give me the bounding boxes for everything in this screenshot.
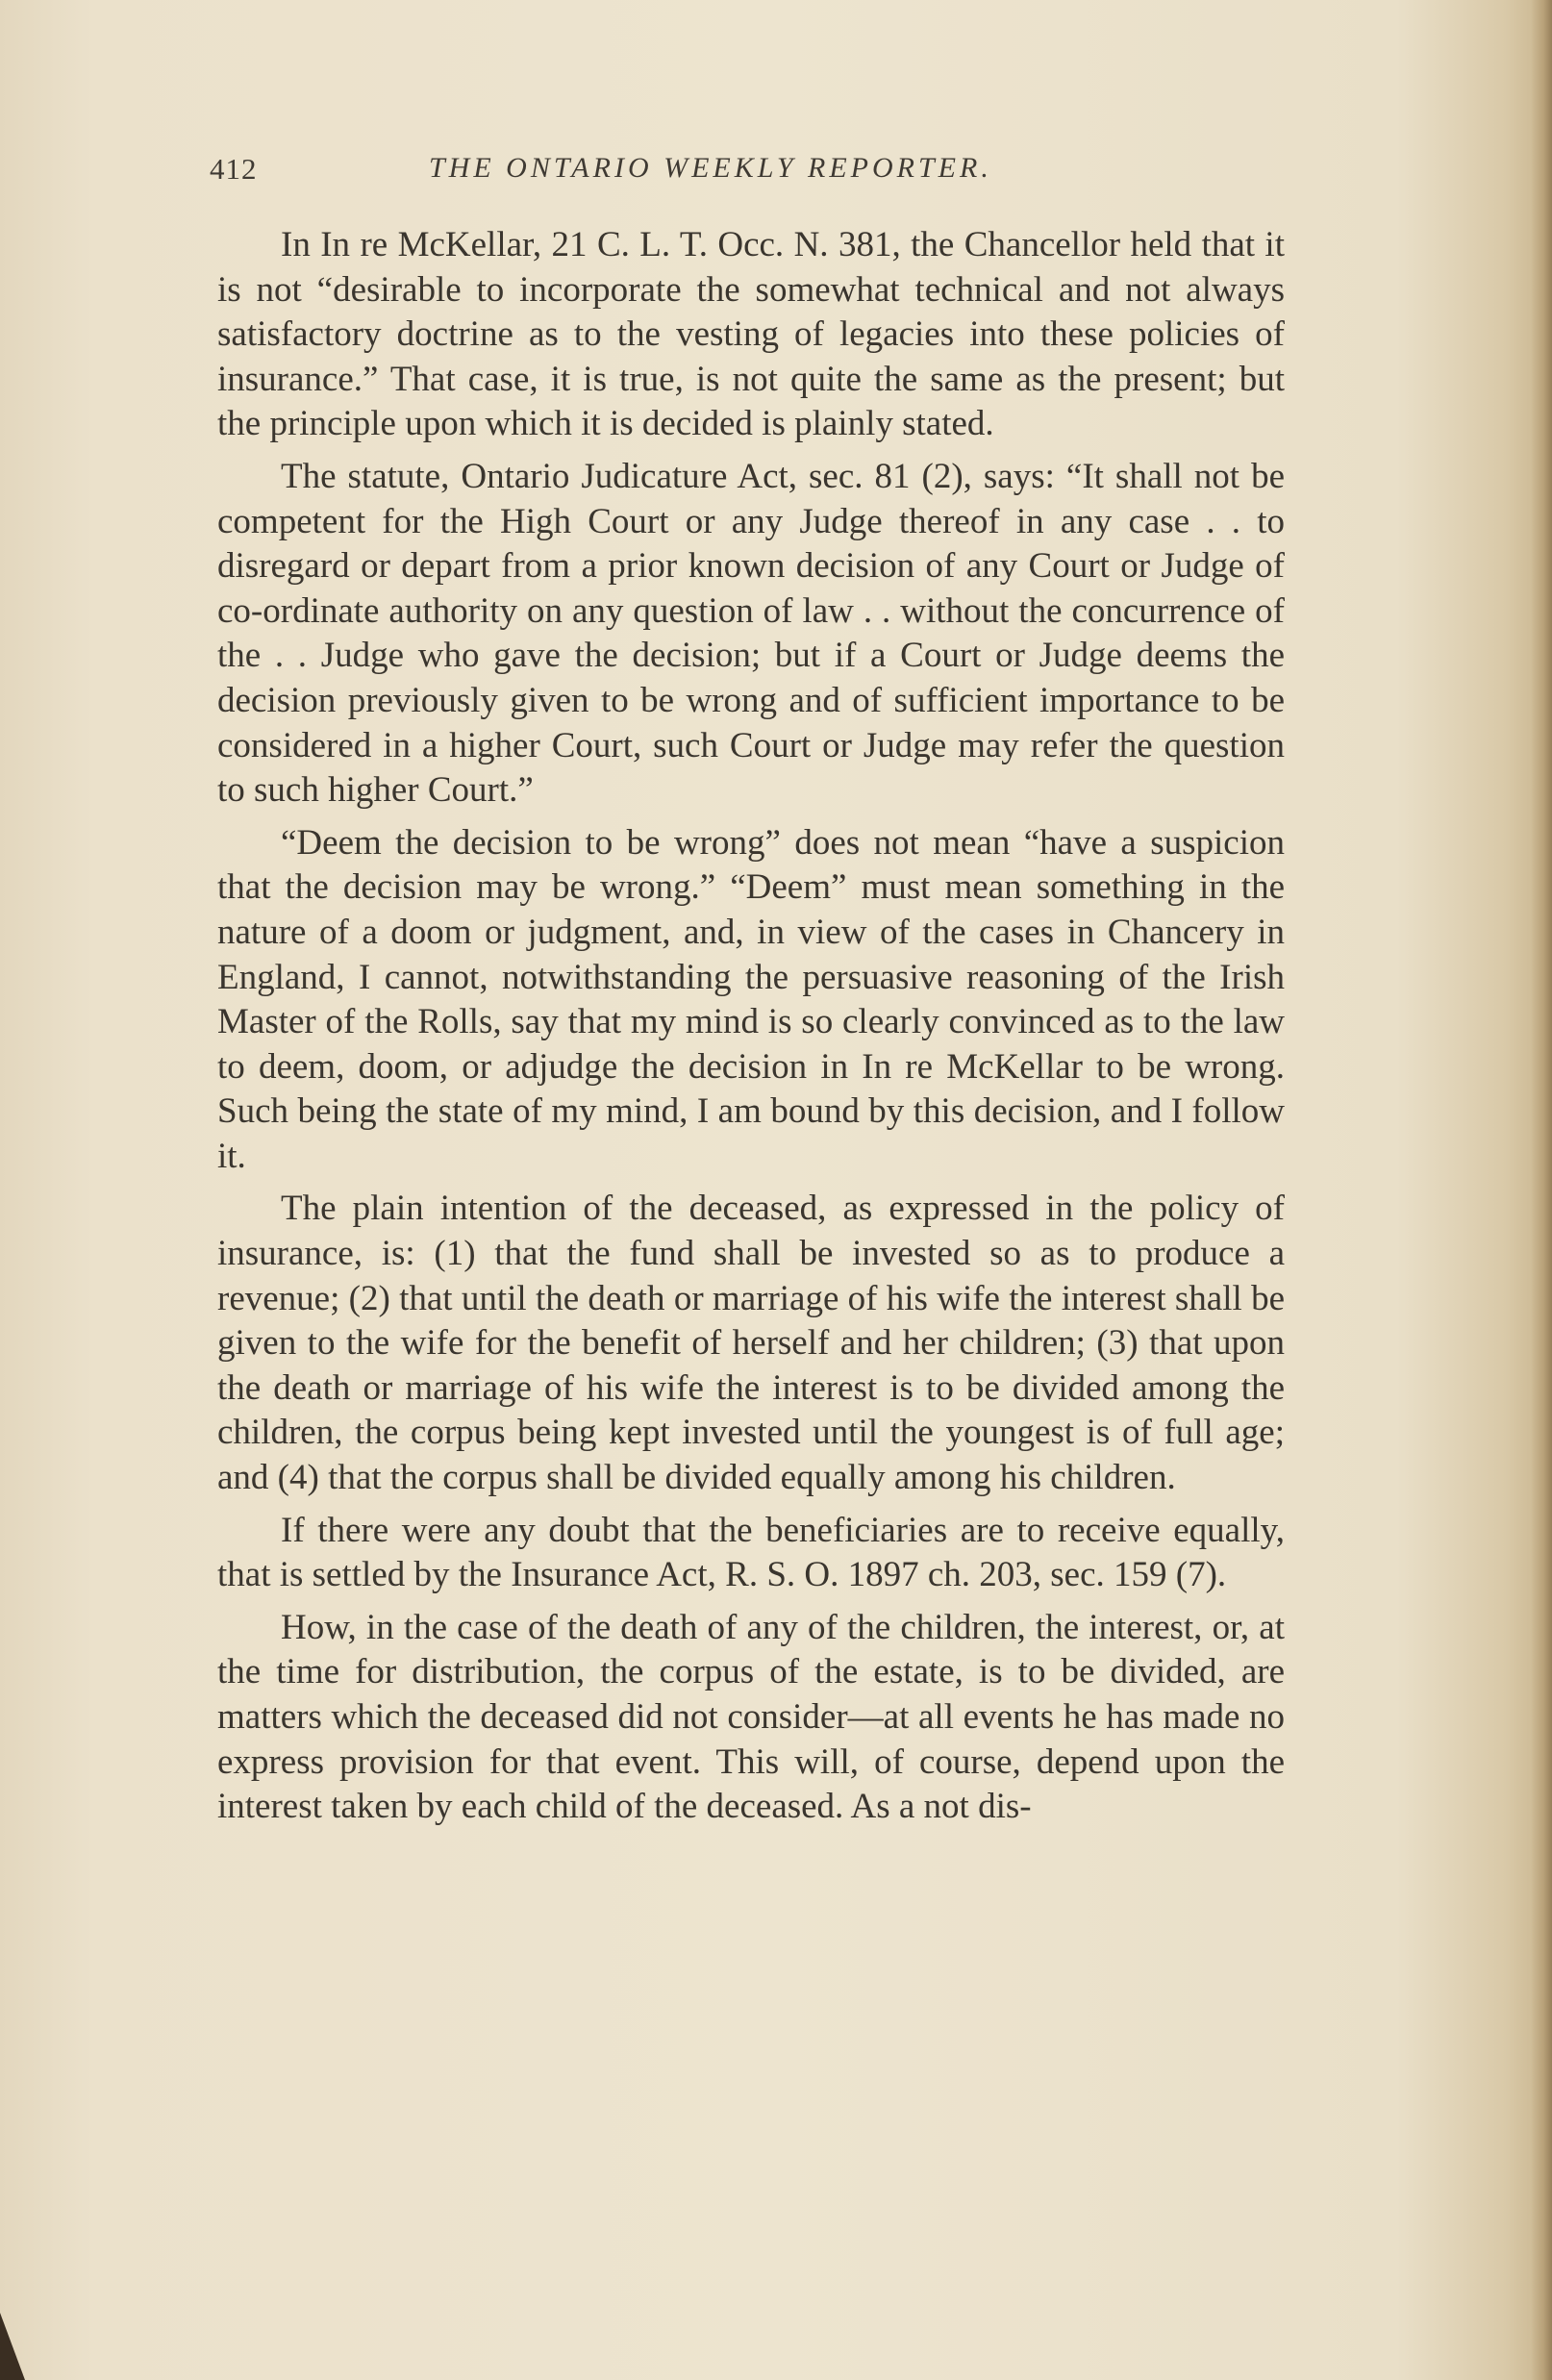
paragraph-distribution: How, in the case of the death of any of the children, the interest, or, at the time for distribution, the corpus of the estate, is to be divided, are matters which the deceased did not consider—at all events he has made no express provision for that event. This will, of course, depend upon the interest taken by each child of the deceased. As a not dis- (217, 1607, 1285, 1827)
page-number: 412 (210, 152, 258, 186)
running-title: THE ONTARIO WEEKLY REPORTER. (429, 152, 992, 184)
paragraph-deem: “Deem the decision to be wrong” does not mean “have a suspicion that the decision may be wrong.” “Deem” must mean something in the nature of a doom or judgment, and, in view of the cases in Chancery in England, I cannot, notwithstanding the persuasive reasoning of the Irish Master of the Rolls, say that my mind is so clearly convinced as to the law to deem, doom, or adjudge the decision in In re McKellar to be wrong. Such being the state of my mind, I am bound by this decision, and I follow it. (217, 822, 1285, 1176)
body-text (217, 223, 1285, 1838)
page-header (210, 152, 1296, 198)
paragraph-insurance-act: If there were any doubt that the beneficiaries are to receive equally, that is settled by the Insurance Act, R. S. O. 1897 ch. 203, sec. 159 (7). (217, 1510, 1285, 1595)
page-edge-shadow (1531, 0, 1552, 2380)
paragraph-statute: The statute, Ontario Judicature Act, sec. 81 (2), says: “It shall not be competent for the High Court or any Judge thereof in any case . . to disregard or depart from a prior known decision of any Court or Judge of co-ordinate authority on any question of law . . without the concurrence of the . . Judge who gave the decision; but if a Court or Judge deems the decision previously given to be wrong and of sufficient importance to be considered in a higher Court, such Court or Judge may refer the question to such higher Court.” (217, 456, 1285, 811)
corner-tear (0, 2313, 25, 2380)
paragraph-mckellar: In In re McKellar, 21 C. L. T. Occ. N. 381, the Chancellor held that it is not “desirable to incorporate the somewhat technical and not always satisfactory doctrine as to the vesting of legacies into these policies of insurance.” That case, it is true, is not quite the same as the present; but the principle upon which it is decided is plainly stated. (217, 225, 1285, 444)
paragraph-intention: The plain intention of the deceased, as expressed in the policy of insurance, is: (1) that the fund shall be invested so as to produce a revenue; (2) that until the death or marriage of his wife the interest shall be given to the wife for the benefit of herself and her children; (3) that upon the death or marriage of his wife the interest is to be divided among the children, the corpus being kept invested until the youngest is of full age; and (4) that the corpus shall be divided equally among his children. (217, 1189, 1285, 1498)
